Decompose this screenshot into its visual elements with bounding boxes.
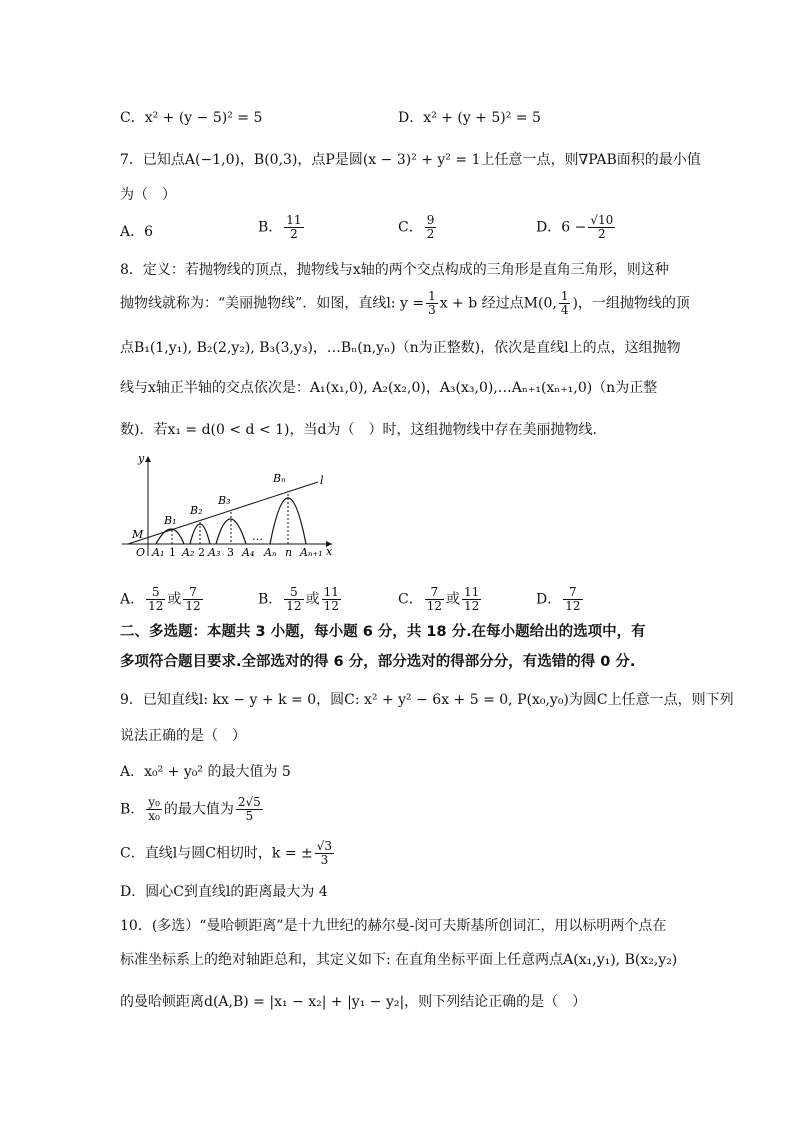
q8-option-b-n2: 11 [323, 585, 339, 599]
q7-option-d-label: D．6 − [536, 219, 587, 236]
q8-option-d-frac [563, 586, 582, 613]
parabola-n [270, 498, 306, 544]
q7-option-b-den: 2 [290, 227, 298, 241]
q8-stem-line3: 点B₁(1,y₁), B₂(2,y₂), B₃(3,y₃)，…Bₙ(n,yₙ)（n为正整数)，依次是直线l上的点，这组抛物 [120, 340, 681, 356]
q7-option-c-label: C． [398, 219, 423, 236]
label-A3: A₃ [208, 546, 221, 559]
q8-option-c [398, 586, 483, 613]
q8-option-c-n2: 11 [464, 585, 480, 599]
line-l [128, 482, 318, 544]
q6-option-d: D．x² + (y + 5)² = 5 [398, 110, 541, 126]
q7-stem-line1: 7．已知点A(−1,0)，B(0,3)，点P是圆(x − 3)² + y² = 1上任意一点，则∇PAB面积的最小值 [120, 152, 701, 168]
q8-option-d-d: 12 [565, 599, 581, 613]
y-axis-arrow [145, 456, 151, 462]
q7-option-c-num: 9 [426, 213, 435, 227]
q9-option-b-num2: 2√5 [237, 795, 261, 809]
q9-option-b-den2: 5 [245, 809, 254, 823]
q8-option-a-frac2 [183, 586, 202, 613]
q8-option-a [120, 586, 205, 613]
q9-stem-line1: 9．已知直线l: kx − y + k = 0，圆C: x² + y² − 6x + 5 = 0, P(x₀,y₀)为圆C上任意一点，则下列 [120, 692, 734, 708]
q8-line2-fraction-2 [559, 290, 571, 317]
q8-option-b [258, 586, 343, 613]
q8-option-b-d2: 12 [323, 599, 339, 613]
q8-parabola-graph [118, 452, 338, 562]
label-A2: A₂ [182, 546, 195, 559]
q8-line2-part-a: 抛物线就称为：“美丽抛物线”．如图，直线l: y = [120, 295, 425, 312]
q8-option-b-frac2 [322, 586, 341, 613]
ellipsis: … [252, 530, 263, 543]
q7-option-c-fraction [425, 214, 437, 241]
q7-option-b-fraction [284, 214, 303, 241]
label-l: l [320, 474, 324, 487]
label-An1: Aₙ₊₁ [300, 546, 323, 559]
label-A1: A₁ [152, 546, 165, 559]
label-B3: B₃ [218, 494, 231, 507]
q8-stem-line4: 线与x轴正半轴的交点依次是：A₁(x₁,0), A₂(x₂,0)，A₃(x₃,0),…Aₙ₊₁(xₙ₊₁,0)（n为正整 [120, 380, 658, 396]
q7-option-b [258, 214, 306, 241]
q8-option-c-label: C． [398, 591, 423, 608]
q8-option-a-n2: 7 [183, 586, 202, 600]
q7-option-a: A．6 [120, 224, 154, 240]
q8-option-a-frac1 [146, 586, 165, 613]
label-An: Aₙ [264, 546, 277, 559]
q8-option-a-n1: 5 [146, 586, 165, 600]
q7-option-d-fraction [588, 214, 615, 241]
q8-option-a-or: 或 [167, 591, 182, 608]
q8-option-d [536, 586, 585, 613]
q8-line2-part-c: (0, [537, 295, 557, 312]
q9-option-b [120, 796, 265, 823]
q8-option-a-d2: 12 [185, 599, 201, 613]
q8-stem-line5: 数)．若x₁ = d(0 < d < 1)，当d为（ ）时，这组抛物线中存在美丽抛物线． [120, 422, 607, 438]
q8-line2-part-b: x + b 经过点M [439, 295, 538, 312]
q9-option-c-frac [315, 840, 334, 867]
q9-option-b-frac1 [146, 796, 162, 823]
q8-option-b-d1: 12 [286, 599, 302, 613]
tick-3: 3 [227, 546, 234, 559]
q7-stem-line2: 为（ ） [120, 187, 176, 203]
section2-heading-line2: 多项符合题目要求.全部选对的得 6 分，部分选对的得部分分，有选错的得 0 分. [120, 654, 636, 670]
label-B1: B₁ [164, 514, 177, 527]
q9-option-c [120, 840, 336, 867]
q8-option-b-n1: 5 [284, 586, 303, 600]
q8-stem-line2 [120, 290, 690, 317]
q9-option-a: A．x₀² + y₀² 的最大值为 5 [120, 764, 291, 780]
q8-option-d-n: 7 [563, 586, 582, 600]
label-B2: B₂ [190, 504, 203, 517]
q8-option-c-frac2 [462, 586, 481, 613]
q9-option-b-num1: y₀ [148, 795, 160, 809]
q8-line2-fraction-1 [426, 290, 438, 317]
q9-option-b-den1: x₀ [148, 809, 160, 823]
q8-option-b-frac1 [284, 586, 303, 613]
section2-heading-line1: 二、多选题：本题共 3 小题，每小题 6 分，共 18 分.在每小题给出的选项中，有 [120, 624, 646, 640]
q10-stem-line1: 10．(多选）“曼哈顿距离”是十九世纪的赫尔曼-闵可夫斯基所创词汇，用以标明两个点在 [120, 918, 667, 934]
tick-n: n [285, 546, 293, 559]
q7-option-d-num: √10 [590, 213, 614, 227]
q8-option-b-label: B． [258, 591, 283, 608]
tick-1: 1 [169, 546, 176, 559]
q8-stem-line1: 8．定义：若抛物线的顶点，抛物线与x轴的两个交点构成的三角形是直角三角形，则这种 [120, 262, 669, 278]
q8-line2-den1: 3 [428, 303, 436, 317]
parabola-1 [156, 529, 184, 544]
label-O: O [136, 546, 146, 559]
q6-option-c: C．x² + (y − 5)² = 5 [120, 110, 263, 126]
q9-option-b-label: B． [120, 801, 145, 818]
q8-option-c-frac1 [425, 586, 444, 613]
q7-option-b-num: 11 [286, 213, 302, 227]
q7-option-d [536, 214, 617, 241]
q9-option-b-mid: 的最大值为 [163, 801, 234, 818]
q8-option-c-d2: 12 [464, 599, 480, 613]
q7-option-d-den: 2 [597, 227, 606, 241]
q9-stem-line2: 说法正确的是（ ） [120, 728, 246, 744]
q9-option-c-num: √3 [316, 839, 333, 853]
tick-2: 2 [198, 546, 205, 559]
label-x: x [326, 545, 333, 558]
q8-option-a-label: A． [120, 591, 145, 608]
q8-line2-num2: 1 [560, 289, 569, 303]
q10-stem-line2: 标准坐标系上的绝对轴距总和，其定义如下: 在直角坐标平面上任意两点A(x₁,y₁), B(x₂,y₂) [120, 952, 678, 968]
q8-line2-part-d: )，一组抛物线的顶 [572, 295, 690, 312]
q8-option-b-or: 或 [305, 591, 320, 608]
label-M: M [132, 528, 144, 541]
q7-option-c-den: 2 [426, 227, 435, 241]
q8-line2-num1: 1 [428, 289, 436, 303]
q8-option-c-n1: 7 [425, 586, 444, 600]
q9-option-c-text: C．直线l与圆C相切时，k = ± [120, 845, 313, 862]
q9-option-c-den: 3 [320, 853, 329, 867]
q8-option-c-or: 或 [446, 591, 460, 608]
q8-option-a-d1: 12 [148, 599, 164, 613]
q7-option-c [398, 214, 438, 241]
q9-option-b-frac2 [236, 796, 263, 823]
q8-line2-den2: 4 [560, 303, 569, 317]
q9-option-d: D．圆心C到直线l的距离最大为 4 [120, 884, 328, 900]
q7-option-b-label: B． [258, 219, 283, 236]
q10-stem-line3: 的曼哈顿距离d(A,B) = |x₁ − x₂| + |y₁ − y₂|，则下列结论正确的是（ ） [120, 994, 587, 1010]
q8-option-d-label: D． [536, 591, 562, 608]
q8-option-c-d1: 12 [426, 599, 442, 613]
label-A4: A₄ [242, 546, 255, 559]
label-Bn: Bₙ [273, 472, 286, 485]
label-y: y [138, 452, 145, 465]
